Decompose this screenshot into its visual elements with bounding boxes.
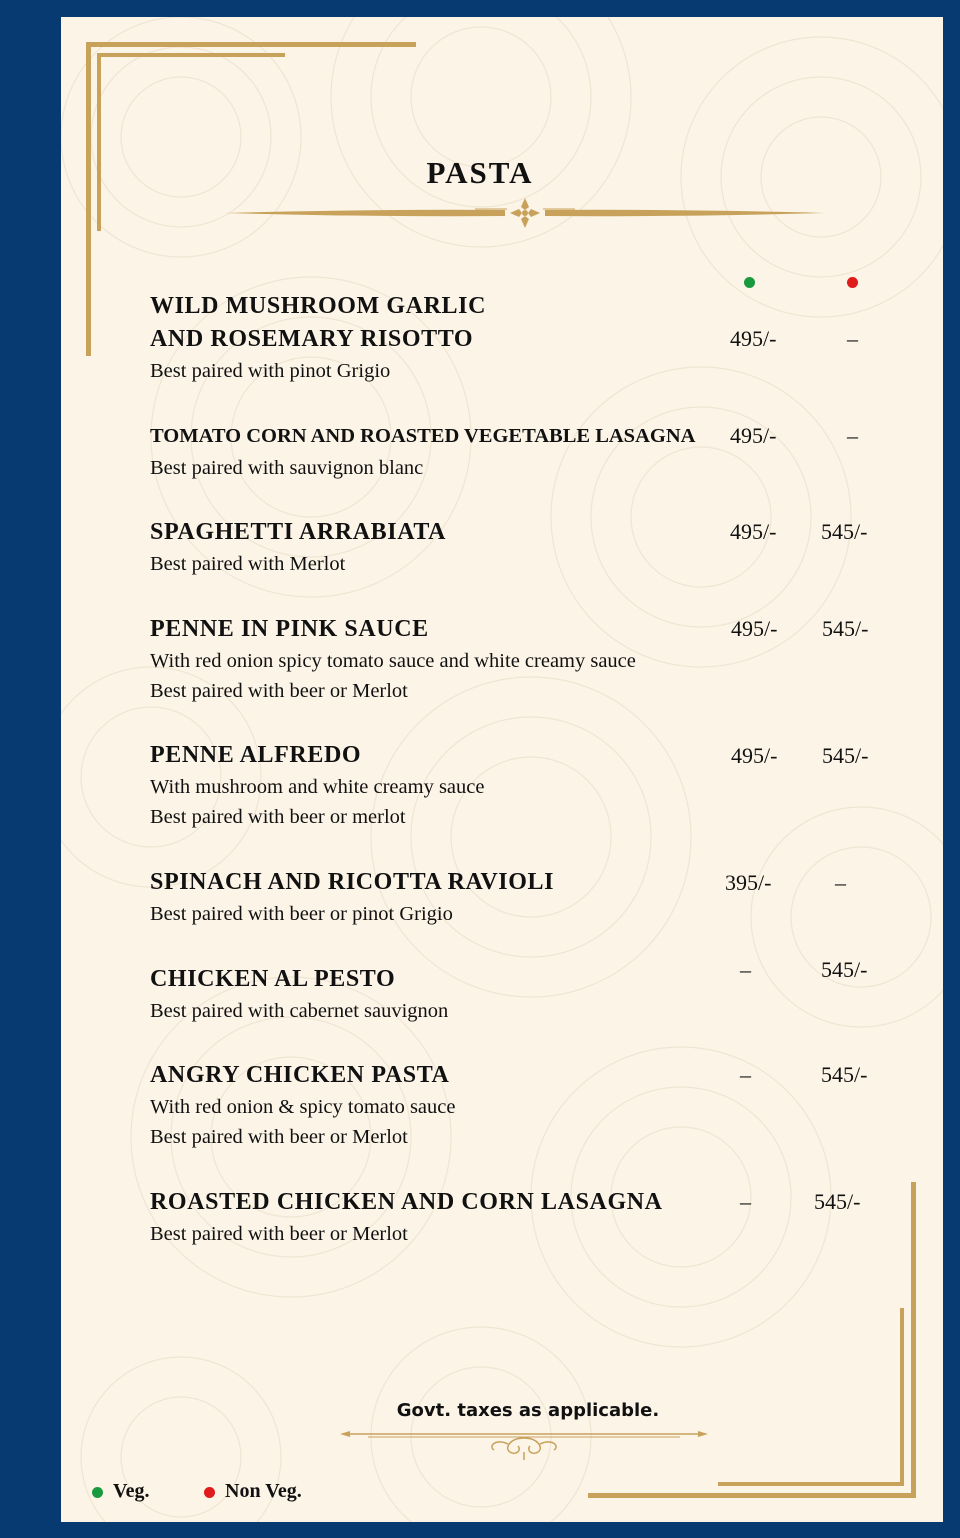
corner-frame-top-left-inner-h (97, 53, 285, 57)
veg-price: 495/- (731, 616, 778, 641)
page-title: PASTA (426, 155, 534, 190)
menu-item (150, 1186, 720, 1249)
veg-price: 495/- (730, 326, 777, 351)
item-name: TOMATO CORN AND ROASTED VEGETABLE LASAGNA (150, 425, 696, 447)
veg-dot-icon (92, 1487, 103, 1498)
corner-frame-bottom-right-inner-v (900, 1308, 904, 1486)
item-name: ANGRY CHICKEN PASTA (150, 1062, 450, 1088)
item-description: Best paired with beer or pinot Grigio (150, 903, 453, 925)
corner-frame-bottom-right-outer-h (588, 1493, 916, 1498)
item-description: Best paired with sauvignon blanc (150, 457, 424, 479)
item-description: Best paired with cabernet sauvignon (150, 1000, 449, 1022)
menu-item (150, 516, 720, 579)
nonveg-price: 545/- (821, 519, 868, 544)
nonveg-price: 545/- (822, 743, 869, 768)
nonveg-price: – (847, 423, 858, 448)
nonveg-price: 545/- (814, 1189, 861, 1214)
footer-flourish-ornament (338, 1424, 710, 1464)
menu-item (150, 866, 720, 929)
menu-item (150, 420, 720, 483)
nonveg-column-indicator-icon (847, 277, 858, 288)
menu-item (150, 739, 720, 832)
veg-price: 495/- (730, 519, 777, 544)
item-description: Best paired with beer or merlot (150, 806, 406, 828)
veg-price: – (740, 1189, 751, 1214)
menu-item (150, 613, 720, 706)
corner-frame-bottom-right-outer-v (911, 1182, 916, 1498)
item-name: SPINACH AND RICOTTA RAVIOLI (150, 869, 555, 895)
nonveg-price: 545/- (821, 957, 868, 982)
item-name: AND ROSEMARY RISOTTO (150, 326, 474, 352)
menu-item (150, 963, 720, 1026)
veg-price: 495/- (730, 423, 777, 448)
item-description: Best paired with Merlot (150, 553, 346, 575)
item-description: With red onion & spicy tomato sauce (150, 1096, 456, 1118)
item-name: CHICKEN AL PESTO (150, 966, 396, 992)
item-description: Best paired with beer or Merlot (150, 680, 408, 702)
legend-nonveg (204, 1480, 302, 1503)
nonveg-dot-icon (204, 1487, 215, 1498)
item-description: With mushroom and white creamy sauce (150, 776, 485, 798)
item-name: WILD MUSHROOM GARLIC (150, 293, 487, 319)
veg-column-indicator-icon (744, 277, 755, 288)
veg-price: – (740, 957, 751, 982)
menu-item (150, 1059, 720, 1152)
nonveg-price: – (835, 870, 846, 895)
legend-nonveg-label: Non Veg. (225, 1480, 302, 1502)
menu-item (150, 290, 720, 386)
veg-price: 495/- (731, 743, 778, 768)
corner-frame-top-left-outer-h (86, 42, 416, 47)
corner-frame-top-left-outer-v (86, 42, 91, 356)
corner-frame-bottom-right-inner-h (718, 1482, 904, 1486)
nonveg-price: 545/- (822, 616, 869, 641)
item-name: SPAGHETTI ARRABIATA (150, 519, 447, 545)
item-description: Best paired with beer or Merlot (150, 1126, 408, 1148)
item-description: Best paired with beer or Merlot (150, 1223, 408, 1245)
item-description: With red onion spicy tomato sauce and white creamy sauce (150, 650, 636, 672)
item-description: Best paired with pinot Grigio (150, 360, 391, 382)
corner-frame-top-left-inner-v (97, 53, 101, 231)
veg-price: 395/- (725, 870, 772, 895)
taxes-note: Govt. taxes as applicable. (396, 1400, 660, 1421)
legend-veg-label: Veg. (113, 1480, 150, 1502)
legend-veg (92, 1480, 149, 1503)
veg-price: – (740, 1062, 751, 1087)
item-name: PENNE IN PINK SAUCE (150, 616, 429, 642)
nonveg-price: – (847, 326, 858, 351)
nonveg-price: 545/- (821, 1062, 868, 1087)
item-name: ROASTED CHICKEN AND CORN LASAGNA (150, 1189, 663, 1215)
item-name: PENNE ALFREDO (150, 742, 362, 768)
title-divider-ornament (225, 196, 825, 230)
